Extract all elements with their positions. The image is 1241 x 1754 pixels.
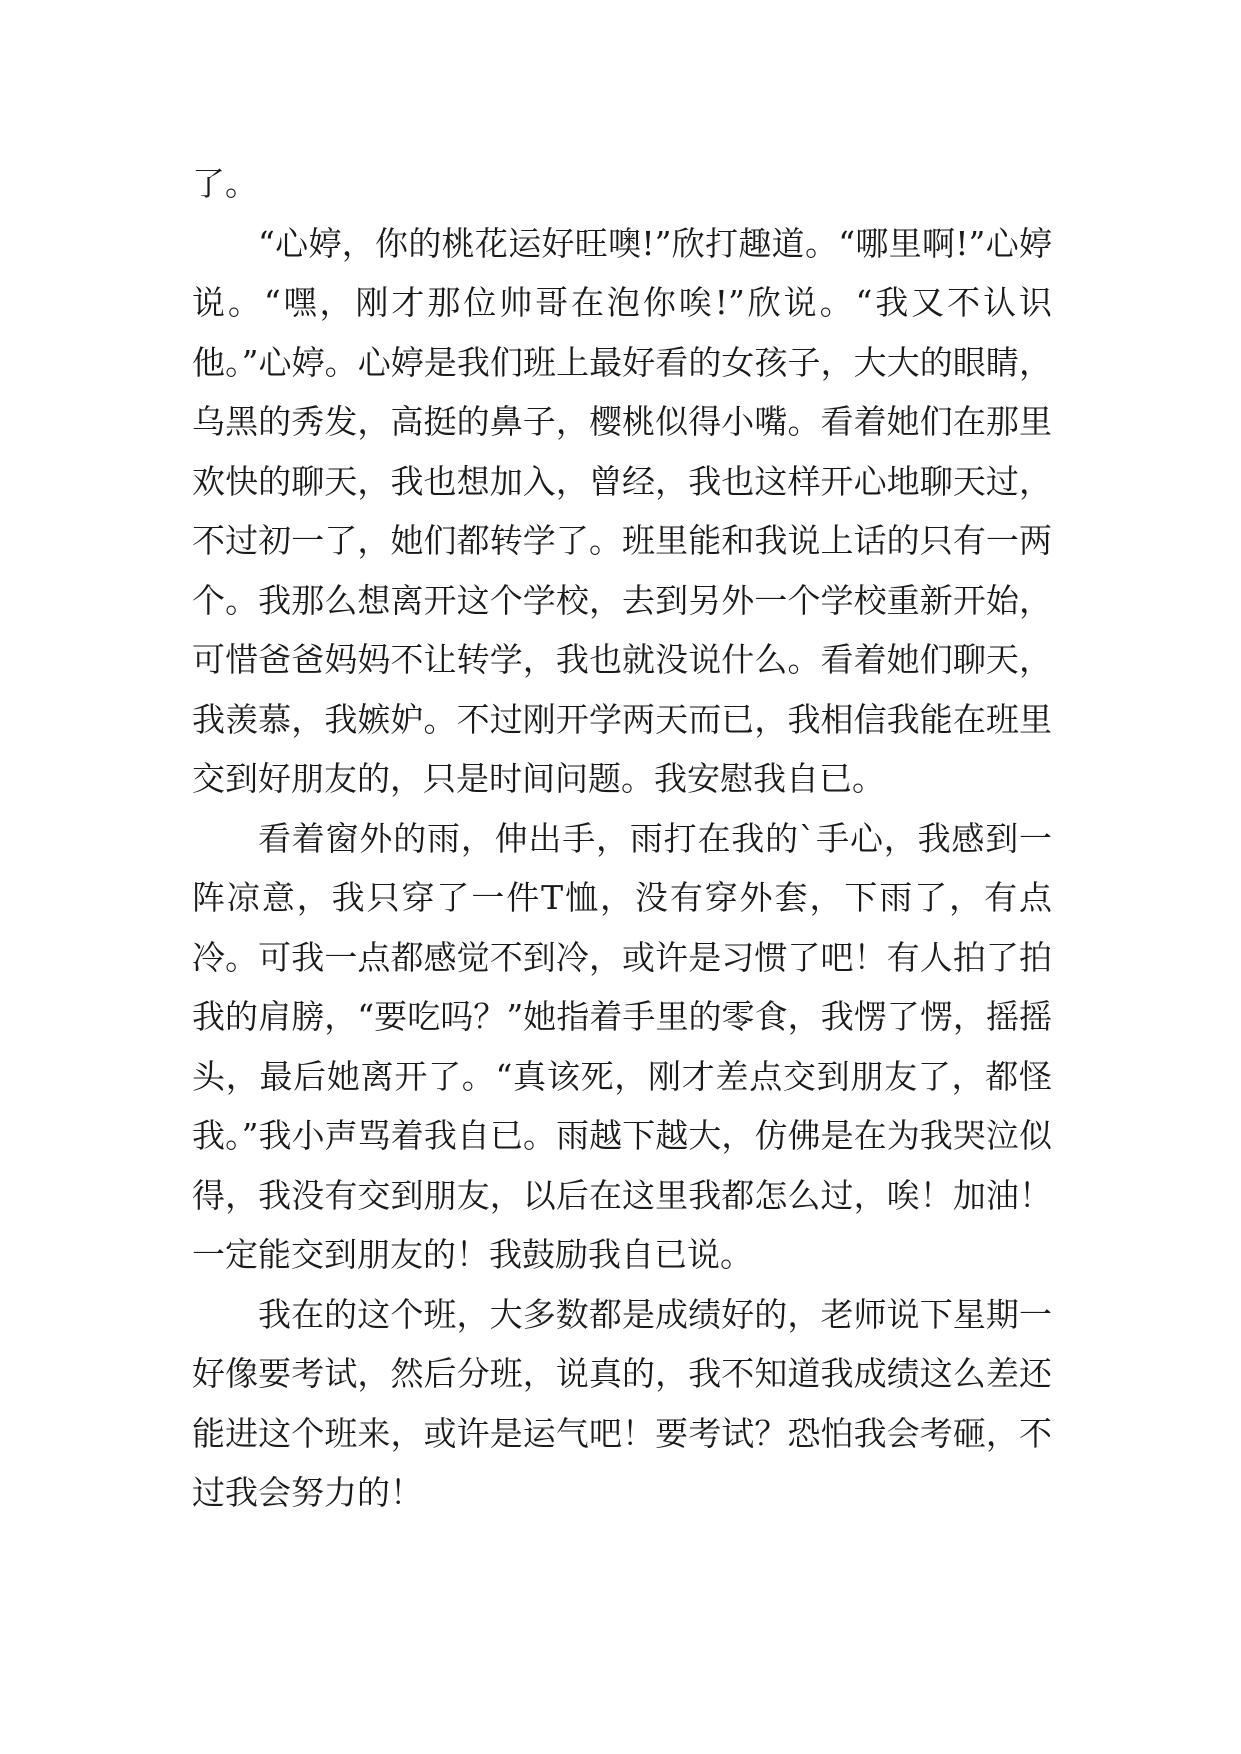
paragraph-dialogue: “心婷，你的桃花运好旺噢!”欣打趣道。“哪里啊!”心婷说。“嘿，刚才那位帅哥在泡你唉!”欣说。“我又不认识他。”心婷。心婷是我们班上最好看的女孩子，大大的眼睛，乌黑的秀发，高挺的鼻子，樱桃似得小嘴。看着她们在那里欢快的聊天，我也想加入，曾经，我也这样开心地聊天过，不过初一了，她们都转学了。班里能和我说上话的只有一两个。我那么想离开这个学校，去到另外一个学校重新开始，可惜爸爸妈妈不让转学，我也就没说什么。看着她们聊天，我羡慕，我嫉妒。不过刚开学两天而已，我相信我能在班里交到好朋友的，只是时间问题。我安慰我自已。 xyxy=(192,223,1052,798)
document-body xyxy=(192,154,1052,1523)
paragraph-rain: 看着窗外的雨，伸出手，雨打在我的`手心，我感到一阵凉意，我只穿了一件T恤，没有穿外套，下雨了，有点冷。可我一点都感觉不到冷，或许是习惯了吧！有人拍了拍我的肩膀，“要吃吗？”她指着手里的零食，我愣了愣，摇摇头，最后她离开了。“真该死，刚才差点交到朋友了，都怪我。”我小声骂着我自已。雨越下越大，仿佛是在为我哭泣似得，我没有交到朋友，以后在这里我都怎么过，唉！加油！一定能交到朋友的！我鼓励我自已说。 xyxy=(192,818,1052,1274)
paragraph-exam: 我在的这个班，大多数都是成绩好的，老师说下星期一好像要考试，然后分班，说真的，我不知道我成绩这么差还能进这个班来，或许是运气吧！要考试？恐怕我会考砸，不过我会努力的！ xyxy=(192,1294,1052,1512)
paragraph-continuation: 了。 xyxy=(192,164,258,203)
